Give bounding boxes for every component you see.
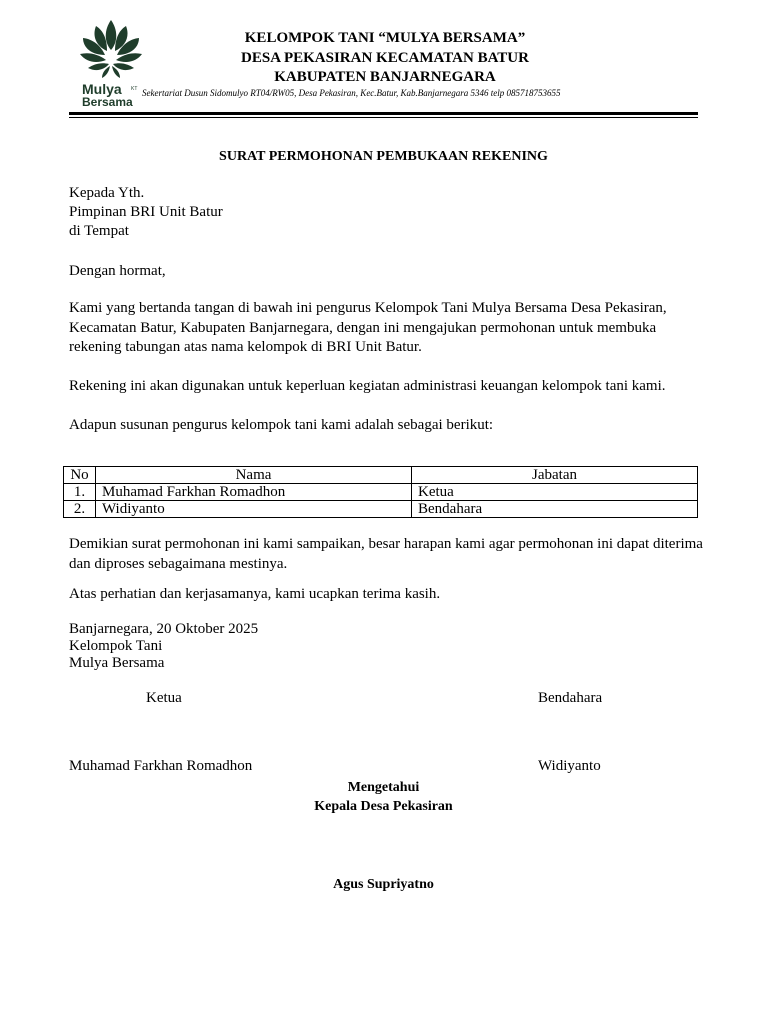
signature-right-name: Widiyanto xyxy=(538,758,601,774)
acknowledge-role: Kepala Desa Pekasiran xyxy=(314,799,453,814)
letterhead-address: Sekertariat Dusun Sidomulyo RT04/RW05, Desa Pekasiran, Kec.Batur, Kab.Banjarnegara 5346 telp 085718753655 xyxy=(142,88,561,98)
signature-left-name: Muhamad Farkhan Romadhon xyxy=(69,758,253,774)
letterhead-line-2: DESA PEKASIRAN KECAMATAN BATUR xyxy=(241,50,529,66)
body-paragraph-1: Kami yang bertanda tangan di bawah ini pengurus Kelompok Tani Mulya Bersama Desa Pekasiran, Kecamatan Batur, Kabupaten Banjarnegara, dengan ini mengajukan permohonan untuk membuka rekening tabungan atas nama kelompok di BRI Unit Batur. xyxy=(69,300,667,355)
table-row xyxy=(64,501,698,518)
body-paragraph-2: Rekening ini akan digunakan untuk keperluan kegiatan administrasi keuangan kelompok tani kami. xyxy=(69,378,666,394)
body-paragraph-5: Atas perhatian dan kerjasamanya, kami ucapkan terima kasih. xyxy=(69,586,441,602)
table-header-no: No xyxy=(64,467,96,484)
table-header-nama: Nama xyxy=(96,467,412,484)
letter-title: SURAT PERMOHONAN PEMBUKAAN REKENING xyxy=(219,149,548,164)
table-row xyxy=(64,484,698,501)
letterhead-divider-thick xyxy=(69,112,698,115)
logo-wordmark-mulya: Mulya xyxy=(82,81,122,97)
recipient-line-3: di Tempat xyxy=(69,223,129,239)
body-paragraph-4: Demikian surat permohonan ini kami sampaikan, besar harapan kami agar permohonan ini dapat diterima dan diproses sebagaimana mestinya. xyxy=(69,536,703,572)
logo-wordmark-bersama: Bersama xyxy=(82,95,133,109)
letterhead-line-3: KABUPATEN BANJARNEGARA xyxy=(274,69,496,85)
signature-right-role: Bendahara xyxy=(538,690,603,706)
acknowledge-label: Mengetahui xyxy=(347,780,420,795)
table-cell-nama: Muhamad Farkhan Romadhon xyxy=(96,484,412,501)
place-date: Banjarnegara, 20 Oktober 2025 xyxy=(69,621,259,637)
letterhead-divider-thin xyxy=(69,117,698,118)
body-paragraph-3: Adapun susunan pengurus kelompok tani kami adalah sebagai berikut: xyxy=(69,417,494,433)
table-cell-jabatan: Ketua xyxy=(412,484,698,501)
signature-left-role: Ketua xyxy=(146,690,182,706)
acknowledge-name: Agus Supriyatno xyxy=(333,877,434,892)
table-cell-nama: Widiyanto xyxy=(96,501,412,518)
recipient-line-2: Pimpinan BRI Unit Batur xyxy=(69,204,223,220)
table-header-row xyxy=(64,467,698,484)
kelompok-tani-logo xyxy=(78,18,144,82)
table-cell-no: 2. xyxy=(64,501,96,518)
letterhead-line-1: KELOMPOK TANI “MULYA BERSAMA” xyxy=(244,30,526,46)
greeting: Dengan hormat, xyxy=(69,263,166,279)
table-header-jabatan: Jabatan xyxy=(412,467,698,484)
logo-kt-mark: KT xyxy=(131,86,138,92)
recipient-line-1: Kepada Yth. xyxy=(69,185,145,201)
organization-line-1: Kelompok Tani xyxy=(69,638,163,654)
pengurus-table xyxy=(63,466,698,518)
table-cell-jabatan: Bendahara xyxy=(412,501,698,518)
organization-line-2: Mulya Bersama xyxy=(69,655,165,671)
table-cell-no: 1. xyxy=(64,484,96,501)
